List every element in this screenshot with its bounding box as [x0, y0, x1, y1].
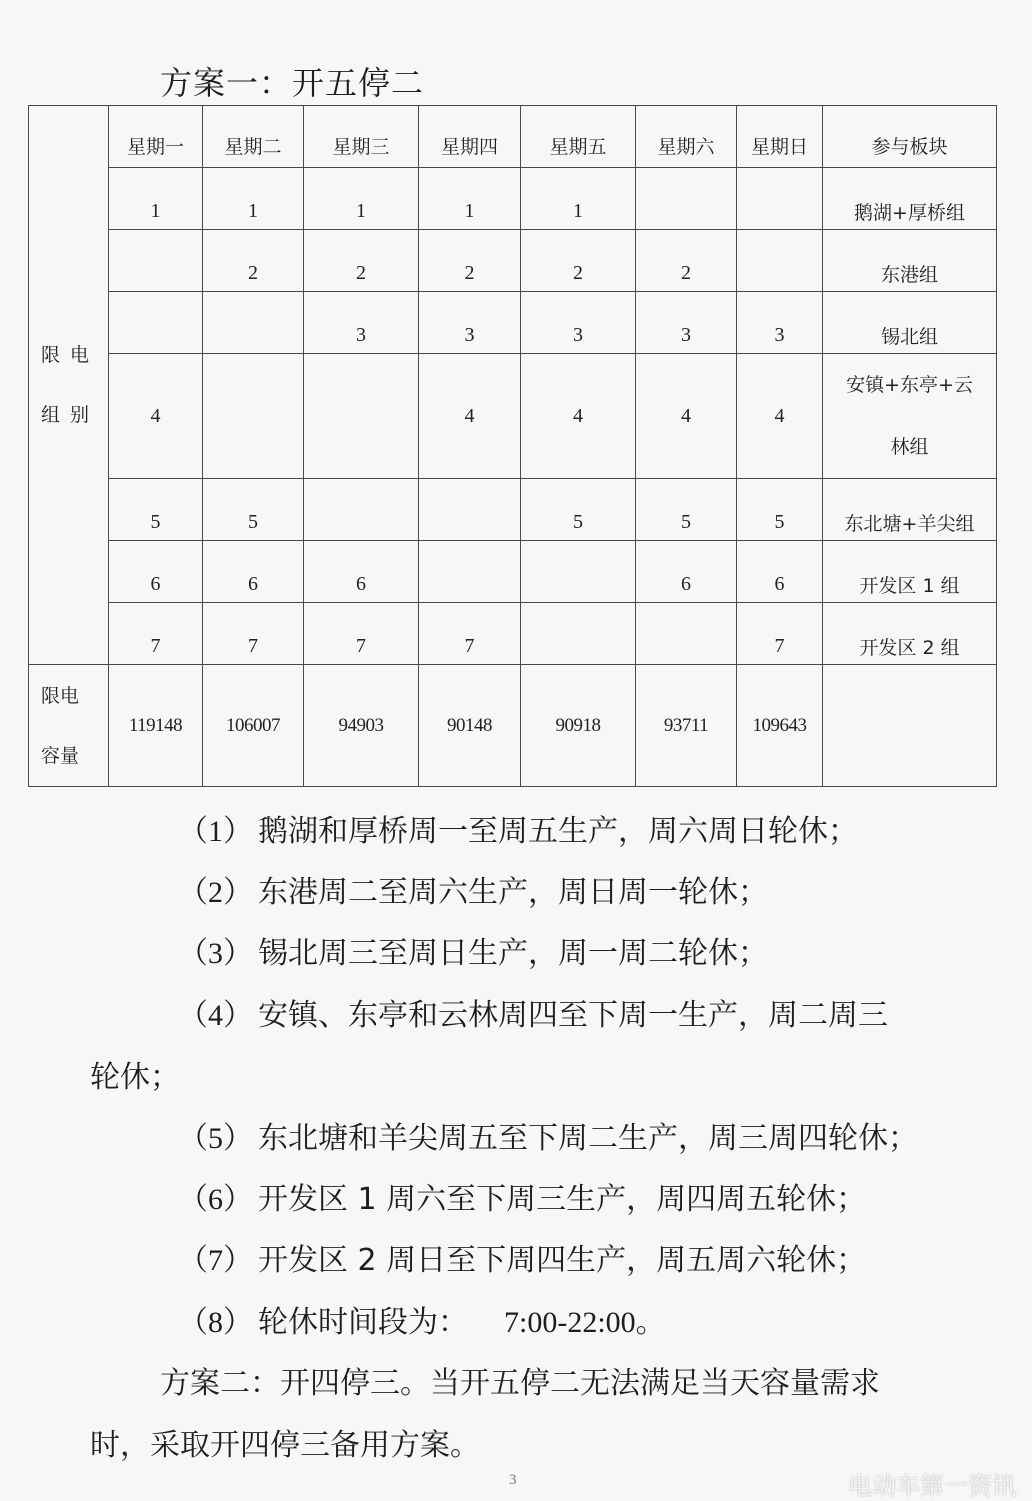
group-name: 锡北组: [823, 292, 997, 354]
cell: 7: [203, 603, 304, 665]
cell: [636, 168, 737, 230]
cell: 3: [737, 292, 823, 354]
capacity-value: 93711: [636, 665, 737, 787]
cell: 2: [636, 230, 737, 292]
cell: [203, 354, 304, 479]
plan-two-line1: 方案二：开四停三。当开五停二无法满足当天容量需求: [160, 1366, 880, 1401]
power-limit-schedule-table: [28, 105, 997, 787]
table-row: [29, 354, 997, 479]
note-1: （1） 鹅湖和厚桥周一至周五生产，周六周日轮休；: [178, 814, 858, 849]
cell: [521, 603, 636, 665]
page-number: 3: [509, 1472, 517, 1488]
side-label-groups: 限 电 组 别: [29, 106, 109, 665]
header-sunday: 星期日: [737, 106, 823, 168]
group-name: [823, 354, 997, 479]
cell: 7: [109, 603, 203, 665]
plan-two-line2: 时，采取开四停三备用方案。: [90, 1428, 480, 1463]
cell: 5: [521, 479, 636, 541]
note-6: （6） 开发区 1 周六至下周三生产，周四周五轮休；: [178, 1182, 867, 1217]
cell: 4: [109, 354, 203, 479]
cell: 7: [304, 603, 419, 665]
table-row: [29, 603, 997, 665]
note-3: （3） 锡北周三至周日生产，周一周二轮休；: [178, 936, 768, 971]
cell: 6: [304, 541, 419, 603]
cell: 6: [737, 541, 823, 603]
cell: 1: [419, 168, 521, 230]
note-4: （4） 安镇、东亭和云林周四至下周一生产，周二周三: [178, 998, 888, 1033]
cell: [636, 603, 737, 665]
cell: 6: [203, 541, 304, 603]
cell: 5: [636, 479, 737, 541]
cell: [521, 541, 636, 603]
capacity-value: 94903: [304, 665, 419, 787]
group-name: 开发区 1 组: [823, 541, 997, 603]
cell: [109, 292, 203, 354]
plan-one-title: 方案一：开五停二: [160, 64, 425, 102]
cell: 7: [419, 603, 521, 665]
note-7: （7） 开发区 2 周日至下周四生产，周五周六轮休；: [178, 1243, 867, 1278]
table-row: [29, 292, 997, 354]
cell: 6: [109, 541, 203, 603]
capacity-value: 90148: [419, 665, 521, 787]
rest-time-range: 7:00-22:00。: [504, 1306, 666, 1339]
cell: 3: [521, 292, 636, 354]
capacity-empty-cell: [823, 665, 997, 787]
cell: [737, 230, 823, 292]
table-row: [29, 230, 997, 292]
group-name-line2: 林组: [890, 436, 929, 458]
cell: 4: [636, 354, 737, 479]
header-participating-area: 参与板块: [823, 106, 997, 168]
note-5: （5） 东北塘和羊尖周五至下周二生产，周三周四轮休；: [178, 1121, 918, 1156]
cell: 2: [419, 230, 521, 292]
cell: [304, 354, 419, 479]
header-saturday: 星期六: [636, 106, 737, 168]
header-monday: 星期一: [109, 106, 203, 168]
cell: [419, 479, 521, 541]
capacity-row: [29, 665, 997, 787]
table-row: [29, 168, 997, 230]
cell: 2: [304, 230, 419, 292]
cell: 5: [109, 479, 203, 541]
cell: 4: [737, 354, 823, 479]
cell: 1: [109, 168, 203, 230]
cell: 5: [737, 479, 823, 541]
header-wednesday: 星期三: [304, 106, 419, 168]
side-label-capacity: 限电 容量: [29, 665, 109, 787]
capacity-value: 109643: [737, 665, 823, 787]
cell: 3: [636, 292, 737, 354]
header-thursday: 星期四: [419, 106, 521, 168]
header-friday: 星期五: [521, 106, 636, 168]
cell: [109, 230, 203, 292]
cell: [419, 541, 521, 603]
cell: 5: [203, 479, 304, 541]
note-4-continuation: 轮休；: [90, 1060, 180, 1095]
cell: 1: [203, 168, 304, 230]
header-tuesday: 星期二: [203, 106, 304, 168]
group-name: 东港组: [823, 230, 997, 292]
note-8: （8） 轮休时间段为： 7:00-22:00。: [178, 1305, 666, 1340]
cell: 4: [419, 354, 521, 479]
cell: [737, 168, 823, 230]
group-name: 鹅湖+厚桥组: [823, 168, 997, 230]
group-name-line1: 安镇+东亭+云: [846, 374, 973, 396]
table-row: [29, 541, 997, 603]
note-2: （2） 东港周二至周六生产，周日周一轮休；: [178, 875, 768, 910]
cell: 6: [636, 541, 737, 603]
watermark: 电动车第一资讯: [848, 1472, 1016, 1500]
cell: 2: [203, 230, 304, 292]
cell: 4: [521, 354, 636, 479]
cell: 7: [737, 603, 823, 665]
cell: [203, 292, 304, 354]
capacity-value: 119148: [109, 665, 203, 787]
cell: 3: [419, 292, 521, 354]
capacity-value: 90918: [521, 665, 636, 787]
group-name: 开发区 2 组: [823, 603, 997, 665]
cell: 1: [304, 168, 419, 230]
cell: 2: [521, 230, 636, 292]
cell: 3: [304, 292, 419, 354]
cell: 1: [521, 168, 636, 230]
cell: [304, 479, 419, 541]
table-row: [29, 479, 997, 541]
capacity-value: 106007: [203, 665, 304, 787]
group-name: 东北塘+羊尖组: [823, 479, 997, 541]
